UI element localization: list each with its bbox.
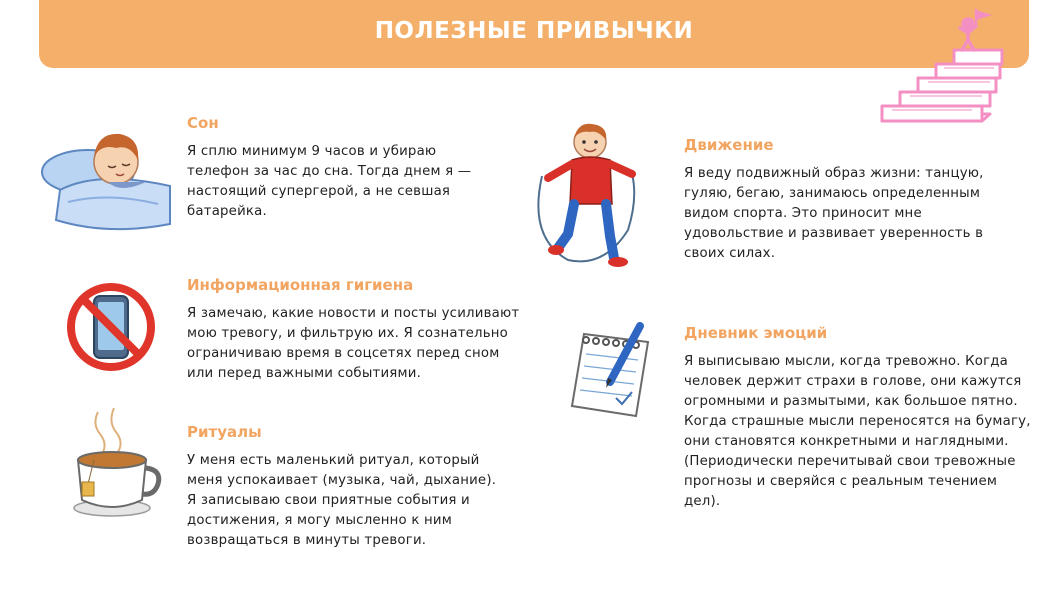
habit-sleep-title: Сон: [187, 114, 219, 132]
tea-cup-icon: [68, 404, 164, 522]
no-phone-icon: [64, 280, 159, 374]
sleeping-boy-icon: [38, 112, 174, 238]
habit-info-hygiene-title: Информационная гигиена: [187, 276, 414, 294]
notebook-pen-icon: [566, 318, 658, 420]
stairs-goal-icon: [872, 6, 1007, 134]
habit-rituals: [187, 423, 496, 551]
habit-emotion-diary-title: Дневник эмоций: [684, 324, 828, 342]
habit-sleep: [187, 114, 471, 222]
habit-sleep-text: Я сплю минимум 9 часов и убираю телефон за час до сна. Тогда днем я — настоящий супергерой, а не севшая батарейка.: [187, 144, 472, 219]
habit-movement: [684, 136, 984, 264]
habit-movement-text: Я веду подвижный образ жизни: танцую, гуляю, бегаю, занимаюсь определенным видом спорта. Это приносит мне удовольствие и развивает уверенность в своих силах.: [684, 166, 984, 261]
habit-info-hygiene: [187, 276, 519, 384]
habit-rituals-text: У меня есть маленький ритуал, который меня успокаивает (музыка, чай, дыхание). Я записываю свои приятные события и достижения, я могу мысленно к ним возвращаться в минуты тревоги.: [187, 453, 497, 548]
habit-emotion-diary-text: Я выписываю мысли, когда тревожно. Когда человек держит страхи в голове, они кажутся огромными и размытыми, как большое пятно. Когда страшные мысли переносятся на бумагу, они становятся конкретными и наглядными. (Периодически перечитывай свои тревожные прогнозы и сверяйся с реальным течением дел).: [684, 354, 1031, 509]
habit-emotion-diary: [684, 324, 1031, 512]
habit-info-hygiene-text: Я замечаю, какие новости и посты усиливают мою тревогу, и фильтрую их. Я сознательно ограничиваю время в соцсетях перед сном или перед важными событиями.: [187, 306, 520, 381]
page-title: ПОЛЕЗНЫЕ ПРИВЫЧКИ: [374, 18, 694, 44]
habit-movement-title: Движение: [684, 136, 774, 154]
habit-rituals-title: Ритуалы: [187, 423, 262, 441]
jump-rope-boy-icon: [528, 118, 652, 274]
